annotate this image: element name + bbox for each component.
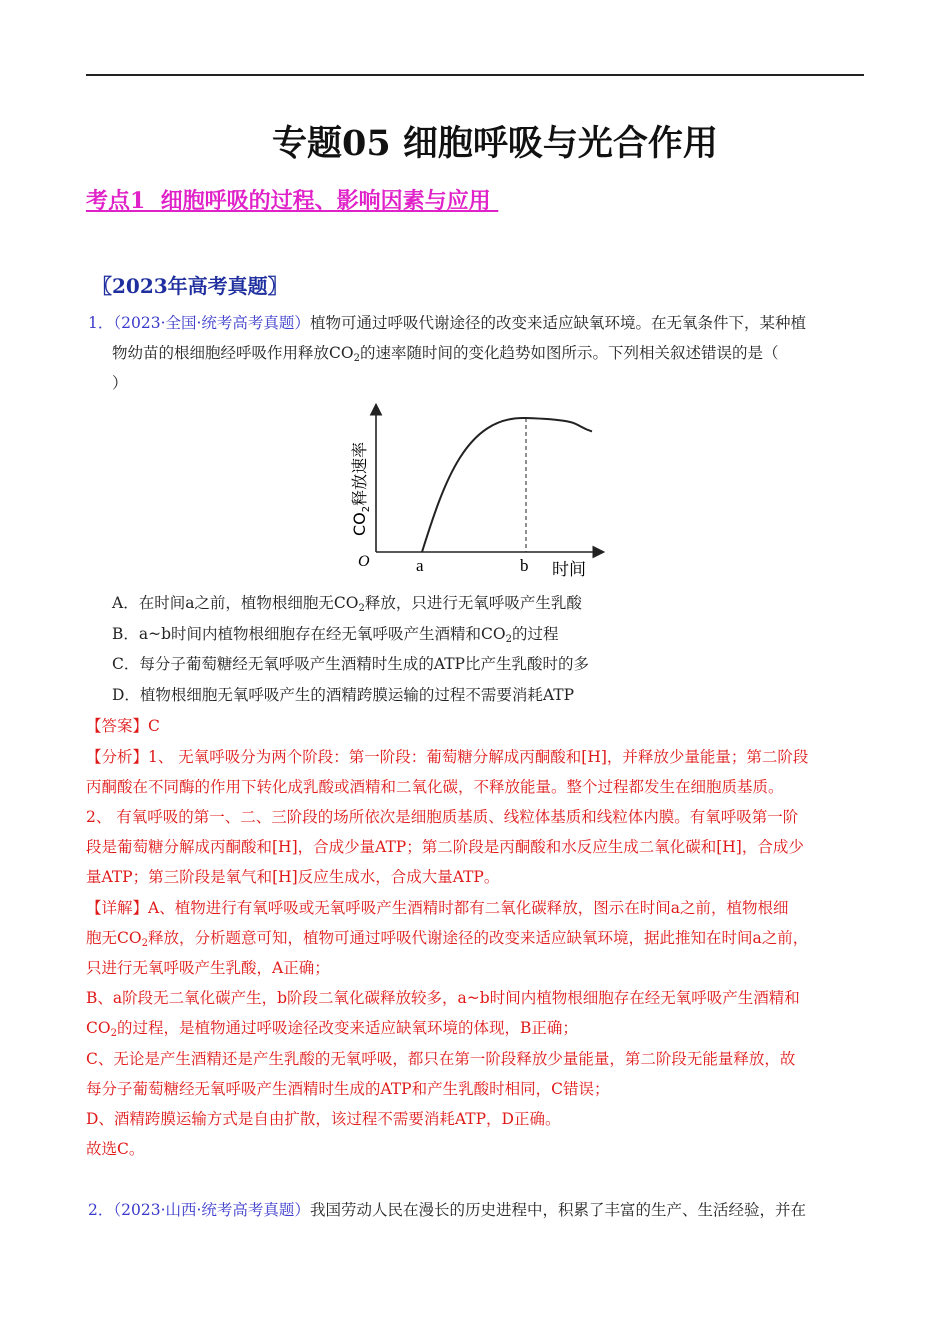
- subsection-heading: 〖2023年高考真题〗: [92, 274, 288, 298]
- question-2-line-1: [88, 1198, 806, 1222]
- detail-line: 【详解】A、植物进行有氧呼吸或无氧呼吸产生酒精时都有二氧化碳释放，图示在时间a之前，植物根细: [86, 899, 789, 917]
- top-rule: [86, 74, 864, 76]
- question-stem: 植物可通过呼吸代谢途径的改变来适应缺氧环境。在无氧条件下，某种植: [309, 314, 806, 332]
- subscript: 2: [141, 938, 148, 949]
- question-1-line-2: [112, 341, 778, 368]
- x-tick-b: b: [520, 556, 529, 575]
- detail-line: [86, 1016, 578, 1043]
- answer: 【答案】C: [86, 717, 160, 735]
- detail-text: CO: [86, 1019, 111, 1037]
- page-title: 专题05 细胞呼吸与光合作用: [272, 123, 718, 164]
- origin-label: O: [358, 553, 370, 570]
- section-heading[interactable]: 考点1 细胞呼吸的过程、影响因素与应用: [86, 188, 499, 214]
- question-stem: 我国劳动人民在漫长的历史进程中，积累了丰富的生产、生活经验，并在: [309, 1201, 806, 1219]
- question-1-line-1: [88, 311, 806, 335]
- detail-line: 每分子葡萄糖经无氧呼吸产生酒精时生成的ATP和产生乳酸时相同，C错误；: [86, 1080, 610, 1098]
- option-a[interactable]: [112, 591, 582, 618]
- detail-line: C、无论是产生酒精还是产生乳酸的无氧呼吸，都只在第一阶段释放少量能量，第二阶段无能量释放，故: [86, 1050, 796, 1068]
- question-source: （2023·全国·统考高考真题）: [113, 314, 310, 332]
- y-axis-label: $CO_2$释放速率: [350, 441, 372, 536]
- series-line: [422, 418, 592, 552]
- analysis-line: 段是葡萄糖分解成丙酮酸和[H]，合成少量ATP；第二阶段是丙酮酸和水反应生成二氧化碳和[H]，合成少: [86, 838, 804, 856]
- analysis-line: 【分析】1、 无氧呼吸分为两个阶段：第一阶段：葡萄糖分解成丙酮酸和[H]，并释放少量能量；第二阶段: [86, 748, 809, 766]
- detail-text: 的过程，是植物通过呼吸途径改变来适应缺氧环境的体现，B正确；: [116, 1019, 578, 1037]
- option-b[interactable]: [112, 622, 559, 649]
- subscript: 2: [505, 634, 512, 645]
- co2-release-chart: [340, 396, 620, 586]
- question-source: （2023·山西·统考高考真题）: [113, 1201, 310, 1219]
- x-tick-a: a: [416, 556, 424, 575]
- option-c[interactable]: C．每分子葡萄糖经无氧呼吸产生酒精时生成的ATP比产生乳酸时的多: [112, 655, 589, 673]
- detail-line: [86, 926, 808, 953]
- option-b-text: 的过程: [511, 625, 559, 643]
- detail-text: 释放，分析题意可知，植物可通过呼吸代谢途径的改变来适应缺氧环境，据此推知在时间a之前，: [147, 929, 809, 947]
- analysis-line: 量ATP；第三阶段是氧气和[H]反应生成水，合成大量ATP。: [86, 868, 500, 886]
- subscript: 2: [110, 1028, 117, 1039]
- subscript: 2: [358, 603, 365, 614]
- option-a-text: A．在时间a之前，植物根细胞无CO: [112, 594, 359, 612]
- option-a-text: 释放，只进行无氧呼吸产生乳酸: [364, 594, 582, 612]
- analysis-line: 丙酮酸在不同酶的作用下转化成乳酸或酒精和二氧化碳，不释放能量。整个过程都发生在细胞质基质。: [86, 778, 784, 796]
- question-1-line-3: ）: [112, 374, 128, 392]
- subscript: 2: [353, 353, 360, 364]
- question-stem: 的速率随时间的变化趋势如图所示。下列相关叙述错误的是（: [359, 344, 779, 362]
- option-d[interactable]: D．植物根细胞无氧呼吸产生的酒精跨膜运输的过程不需要消耗ATP: [112, 686, 575, 704]
- detail-text: 胞无CO: [86, 929, 142, 947]
- option-b-text: B．a~b时间内植物根细胞存在经无氧呼吸产生酒精和CO: [112, 625, 506, 643]
- detail-line: D、酒精跨膜运输方式是自由扩散，该过程不需要消耗ATP，D正确。: [86, 1110, 561, 1128]
- question-number: 1．: [88, 314, 114, 332]
- detail-line: 只进行无氧呼吸产生乳酸，A正确；: [86, 959, 330, 977]
- analysis-line: 2、 有氧呼吸的第一、二、三阶段的场所依次是细胞质基质、线粒体基质和线粒体内膜。有氧呼吸第一阶: [86, 808, 799, 826]
- question-number: 2．: [88, 1201, 114, 1219]
- question-stem: 物幼苗的根细胞经呼吸作用释放CO: [112, 344, 354, 362]
- detail-line: B、a阶段无二氧化碳产生，b阶段二氧化碳释放较多，a~b时间内植物根细胞存在经无氧呼吸产生酒精和: [86, 989, 800, 1007]
- x-axis-label: 时间: [552, 560, 586, 580]
- detail-line: 故选C。: [86, 1140, 145, 1158]
